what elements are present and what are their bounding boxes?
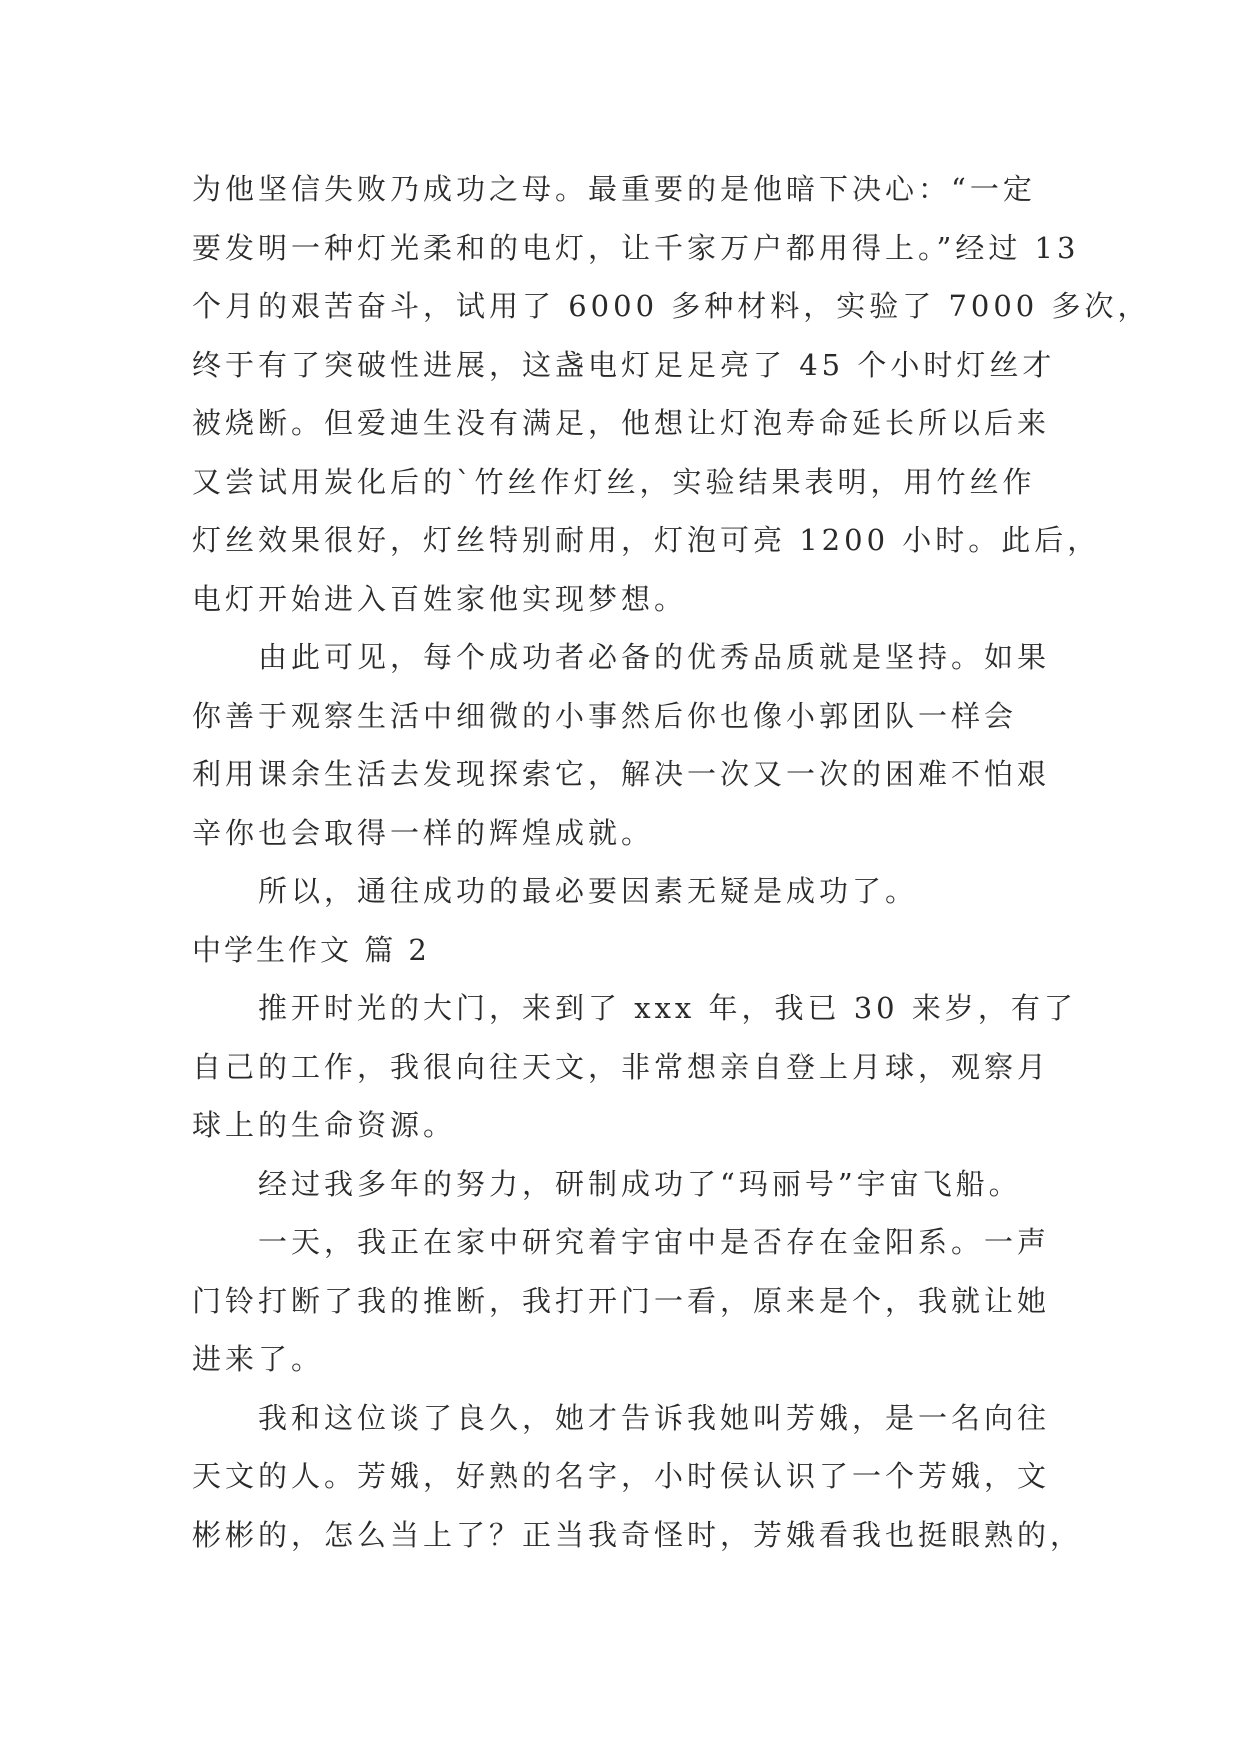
text-line: 辛你也会取得一样的辉煌成就。 <box>192 815 655 850</box>
text-line: 终于有了突破性进展，这盏电灯足足亮了 45 个小时灯丝才 <box>192 347 1056 382</box>
paragraph-start-line: 推开时光的大门，来到了 xxx 年，我已 30 来岁，有了 <box>258 991 1077 1025</box>
essay-body <box>192 160 1151 1564</box>
text-line: 球上的生命资源。 <box>192 1108 457 1142</box>
paragraph-start-line: 我和这位谈了良久，她才告诉我她叫芳娥，是一名向往 <box>258 1400 1051 1435</box>
text-line: 利用课余生活去发现探索它，解决一次又一次的困难不怕艰 <box>192 757 1051 791</box>
text-line: 个月的艰苦奋斗，试用了 6000 多种材料，实验了 7000 多次， <box>192 289 1151 323</box>
text-line: 电灯开始进入百姓家他实现梦想。 <box>192 581 688 616</box>
section-heading: 中学生作文 篇 2 <box>192 932 430 967</box>
text-line: 要发明一种灯光柔和的电灯，让千家万户都用得上。”经过 13 <box>192 230 1080 265</box>
text-line: 天文的人。芳娥，好熟的名字，小时侯认识了一个芳娥，文 <box>192 1459 1051 1493</box>
text-line: 进来了。 <box>192 1342 325 1376</box>
text-line: 又尝试用炭化后的`竹丝作灯丝，实验结果表明，用竹丝作 <box>192 464 1036 499</box>
text-line: 灯丝效果很好，灯丝特别耐用，灯泡可亮 1200 小时。此后， <box>192 523 1101 557</box>
paragraph-start-line: 经过我多年的努力，研制成功了“玛丽号”宇宙飞船。 <box>258 1166 1022 1201</box>
text-line: 为他坚信失败乃成功之母。最重要的是他暗下决心：“一定 <box>192 172 1036 206</box>
paragraph-start-line: 所以，通往成功的最必要因素无疑是成功了。 <box>258 874 919 908</box>
text-line: 被烧断。但爱迪生没有满足，他想让灯泡寿命延长所以后来 <box>192 406 1051 440</box>
paragraph-start-line: 一天，我正在家中研究着宇宙中是否存在金阳系。一声 <box>258 1225 1051 1259</box>
text-line: 门铃打断了我的推断，我打开门一看，原来是个，我就让她 <box>192 1283 1051 1318</box>
text-line: 你善于观察生活中细微的小事然后你也像小郭团队一样会 <box>192 698 1018 733</box>
text-line: 自己的工作，我很向往天文，非常想亲自登上月球，观察月 <box>192 1049 1051 1084</box>
text-line: 彬彬的，怎么当上了？正当我奇怪时，芳娥看我也挺眼熟的， <box>192 1517 1084 1552</box>
paragraph-start-line: 由此可见，每个成功者必备的优秀品质就是坚持。如果 <box>258 640 1051 674</box>
